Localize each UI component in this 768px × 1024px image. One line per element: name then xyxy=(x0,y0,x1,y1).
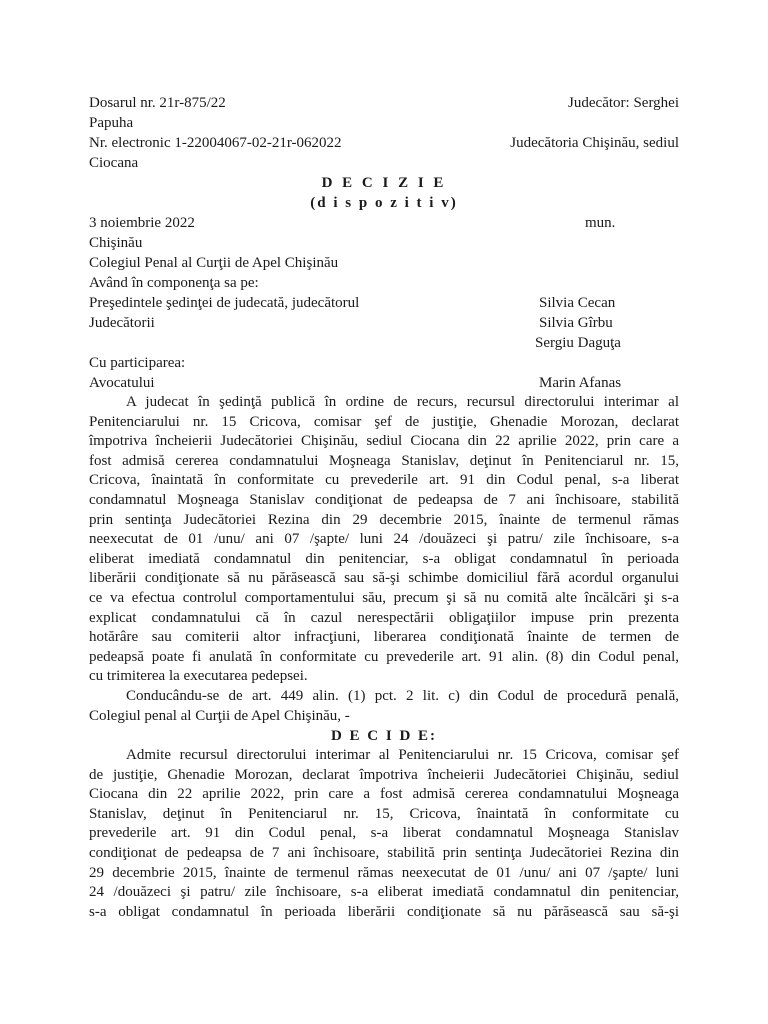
paragraph-line: Penitenciarului nr. 15 Cricova, comisar şef de justiţie, Ghenadie Morozan, declarat xyxy=(89,413,679,430)
document-subtitle: (d i s p o z i t i v) xyxy=(310,195,458,211)
paragraph-line: Colegiul penal al Curţii de Apel Chişinău, - xyxy=(89,707,350,724)
paragraph-line: s-a obligat condamnatul în perioada liberării condiţionate să nu părăsească sau să-şi xyxy=(89,903,679,920)
panel-judge-2-row xyxy=(89,333,679,353)
paragraph-line: cu trimiterea la executarea pedepsei. xyxy=(89,668,308,685)
panel-judges-row xyxy=(89,313,679,333)
paragraph-line: prevederile art. 91 din Codul penal, s-a liberat condamnatul Moşneaga Stanislav xyxy=(89,825,679,842)
paragraph-legal-basis xyxy=(89,687,679,726)
paragraph-line: A judecat în şedinţă publică în ordine de recurs, recursul directorului interimar al xyxy=(126,394,679,410)
electronic-number-row xyxy=(89,133,679,153)
paragraph-line: Ciocana din 22 aprilie 2022, prin care a fost admisă cererea condamnatului Moşneaga xyxy=(89,786,679,803)
paragraph-line: liberării condiţionate să nu părăsească sau să-şi schimbe domiciliul fără acordul organului xyxy=(89,570,679,587)
paragraph-decision xyxy=(89,746,679,922)
president-role: Preşedintele şedinţei de judecată, judecătorul xyxy=(89,295,360,311)
judge-name-continuation: Papuha xyxy=(89,115,134,131)
document-title: D E C I Z I E xyxy=(321,175,447,191)
court-body: Colegiul Penal al Curţii de Apel Chişinău xyxy=(89,255,339,271)
president-name: Silvia Cecan xyxy=(539,295,616,311)
case-number: Dosarul nr. 21r-875/22 xyxy=(89,95,226,111)
paragraph-line: hotărâre sau comiterii altor infracţiuni, liberarea condiţionată înainte de termen de xyxy=(89,629,679,646)
paragraph-line: eliberat imediată condamnatul din penitenciar, s-a obligat condamnatul în perioada xyxy=(89,550,679,567)
paragraph-line: Admite recursul directorului interimar al Penitenciarului nr. 15 Cricova, comisar şef xyxy=(126,747,679,764)
document-page xyxy=(89,93,679,922)
participation-label: Cu participarea: xyxy=(89,355,186,371)
electronic-number: Nr. electronic 1-22004067-02-21r-062022 xyxy=(89,135,342,151)
paragraph-line: 29 decembrie 2015, înainte de termenul rămas neexecutat de 01 /unu/ ani 07 /şapte/ luni xyxy=(89,864,679,881)
paragraph-line: prin sentinţa Judecătoriei Rezina din 29 decembrie 2015, înainte de termenul rămas xyxy=(89,511,679,528)
paragraph-line: condiţionat de pedeapsa de 7 ani închisoare, stabilită prin sentinţa Judecătoriei Rezina din xyxy=(89,845,679,862)
paragraph-line: ce va efectua controlul comportamentului său, precum şi să nu comită alte încălcări şi s-a xyxy=(89,589,679,606)
court-name-continuation: Ciocana xyxy=(89,155,139,171)
decide-heading: D E C I D E: xyxy=(330,728,438,745)
paragraph-line: Stanislav, deţinut în Penitenciarul nr. 15, Cricova, înaintată în conformitate cu xyxy=(89,805,679,822)
paragraph-line: Cricova, înaintată în conformitate cu prevederile art. 91 din Codul penal, s-a liberat xyxy=(89,472,679,489)
paragraph-line: explicat condamnatului că în cazul nerespectării obligaţiilor impuse prin prezenta xyxy=(89,609,679,626)
place-continuation: Chişinău xyxy=(89,235,143,251)
judge-label: Judecător: Serghei xyxy=(568,95,679,111)
paragraph-hearing xyxy=(89,393,679,687)
judge-name-2: Sergiu Daguţa xyxy=(535,335,621,351)
judge-name-1: Silvia Gîrbu xyxy=(539,315,613,331)
decision-date: 3 noiembrie 2022 xyxy=(89,215,195,231)
composition-label: Având în componenţa sa pe: xyxy=(89,275,259,291)
panel-president-row xyxy=(89,293,679,313)
paragraph-line: fost admisă cererea condamnatului Moşneaga Stanislav, deţinut în Penitenciarul nr. 15, xyxy=(89,452,679,469)
paragraph-line: 24 /douăzeci şi patru/ zile închisoare, s-a eliberat imediată condamnatul din penitenciar, xyxy=(89,884,679,901)
judges-role: Judecătorii xyxy=(89,315,155,331)
court-name: Judecătoria Chişinău, sediul xyxy=(510,135,679,151)
paragraph-line: Conducându-se de art. 449 alin. (1) pct. 2 lit. c) din Codul de procedură penală, xyxy=(126,687,679,704)
paragraph-line: împotriva încheierii Judecătoriei Chişinău, sediul Ciocana din 22 aprilie 2022, prin care a xyxy=(89,433,679,450)
place-prefix: mun. xyxy=(585,215,616,231)
lawyer-name: Marin Afanas xyxy=(539,375,622,391)
panel-lawyer-row xyxy=(89,373,679,393)
paragraph-line: neexecutat de 01 /unu/ ani 07 /şapte/ luni 24 /douăzeci şi patru/ zile închisoare, s-a xyxy=(89,531,679,548)
paragraph-line: de justiţie, Ghenadie Morozan, declarat împotriva încheierii Judecătoriei Chişinău, sediul xyxy=(89,766,679,783)
date-place-row xyxy=(89,213,679,233)
paragraph-line: condamnatul Moşneaga Stanislav condiţionat de pedeapsa de 7 ani închisoare, stabilită xyxy=(89,491,679,508)
lawyer-role: Avocatului xyxy=(89,375,155,391)
paragraph-line: pedeapsă poate fi anulată în conformitate cu prevederile art. 91 alin. (8) din Codul penal, xyxy=(89,648,679,665)
case-header-row xyxy=(89,93,679,113)
